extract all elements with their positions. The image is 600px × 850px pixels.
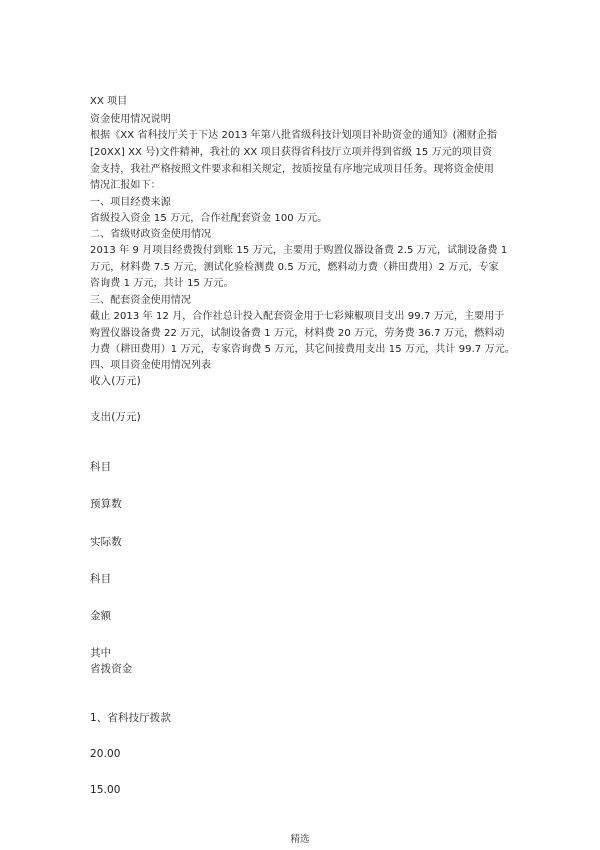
intro-line-2: [20XX] XX 号)文件精神，我社的 XX 项目获得省科技厅立项并得到省级 15 万元的项目资 xyxy=(90,147,493,158)
section3-line-1: 截止 2013 年 12 月，合作社总计投入配套资金用于七彩辣椒项目支出 99.7 万元，主要用于 xyxy=(90,311,505,322)
section2-line-2: 万元，材料费 7.5 万元，测试化验检测费 0.5 万元，燃料动力费（耕田费用）2 万元，专家 xyxy=(90,262,499,273)
table-value-2: 15.00 xyxy=(90,784,121,796)
section3-heading: 三、配套资金使用情况 xyxy=(90,295,191,306)
table-subject-label-2: 科目 xyxy=(90,573,112,585)
table-provincial-funds-label: 省拨资金 xyxy=(90,663,133,675)
table-subject-label: 科目 xyxy=(90,461,112,473)
page-footer: 精选 xyxy=(290,834,310,845)
table-item-1: 1、省科技厅拨款 xyxy=(90,712,171,724)
table-value-1: 20.00 xyxy=(90,748,121,760)
section1-heading: 一、项目经费来源 xyxy=(90,197,171,208)
table-income-header: 收入(万元) xyxy=(90,375,141,387)
table-amount-label: 金额 xyxy=(90,610,112,622)
project-title: XX 项目 xyxy=(90,96,128,107)
intro-line-4: 情况汇报如下： xyxy=(90,180,161,191)
table-budget-label: 预算数 xyxy=(90,498,122,510)
section4-heading: 四、项目资金使用情况列表 xyxy=(90,360,212,371)
document-subtitle: 资金使用情况说明 xyxy=(90,114,171,125)
table-actual-label: 实际数 xyxy=(90,536,122,548)
section1-body: 省级投入资金 15 万元，合作社配套资金 100 万元。 xyxy=(90,213,328,224)
intro-line-3: 金支持，我社严格按照文件要求和相关规定，按质按量有序地完成项目任务。现将资金使用 xyxy=(90,164,494,175)
table-expense-header: 支出(万元) xyxy=(90,411,141,423)
section3-line-3: 力费（耕田费用）1 万元，专家咨询费 5 万元，其它间接费用支出 15 万元，共计 99.7 万元。 xyxy=(90,344,515,355)
section2-heading: 二、省级财政资金使用情况 xyxy=(90,229,212,240)
section2-line-3: 咨询费 1 万元，共计 15 万元。 xyxy=(90,278,234,289)
section2-line-1: 2013 年 9 月项目经费拨付到账 15 万元，主要用于购置仪器设备费 2.5 万元，试制设备费 1 xyxy=(90,245,508,256)
section3-line-2: 购置仪器设备费 22 万元，试制设备费 1 万元，材料费 20 万元，劳务费 36.7 万元，燃料动 xyxy=(90,328,505,339)
table-of-which-label: 其中 xyxy=(90,647,112,659)
intro-line-1: 根据《XX 省科技厅关于下达 2013 年第八批省级科技计划项目补助资金的通知》(湘财企指 xyxy=(90,130,498,141)
